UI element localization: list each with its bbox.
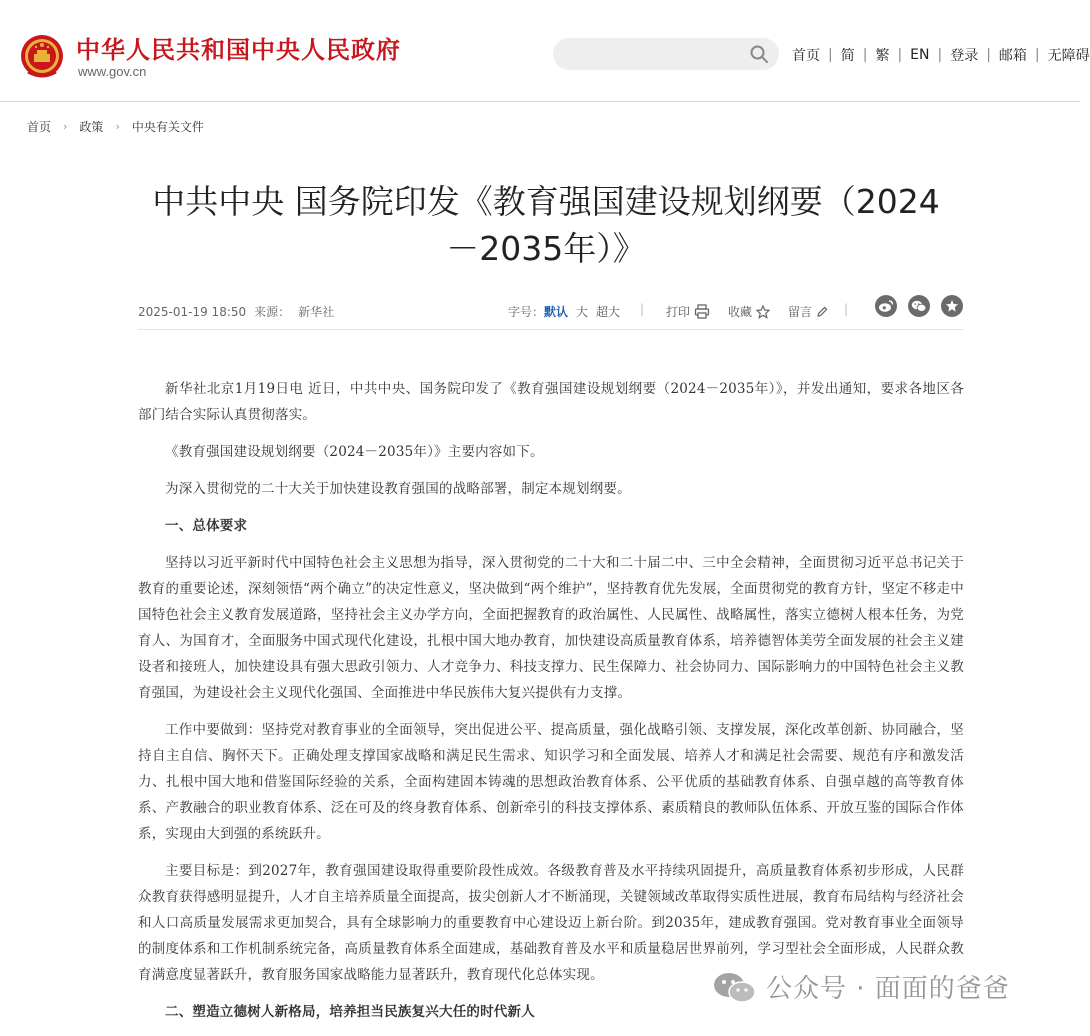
article-paragraph: 坚持以习近平新时代中国特色社会主义思想为指导，深入贯彻党的二十大和二十届二中、三中全会精神，全面贯彻习近平总书记关于教育的重要论述，深刻领悟“两个确立”的决定性意义，坚决做到“两个维护”，坚持教育优先发展，全面贯彻党的教育方针，坚定不移走中国特色社会主义教育发展道路，坚持社会主义办学方向，全面把握教育的政治属性、人民属性、战略属性，落实立德树人根本任务，为党育人、为国育才，全面服务中国式现代化建设，扎根中国大地办教育，加快建设高质量教育体系，培养德智体美劳全面发展的社会主义建设者和接班人，加快建设具有强大思政引领力、人才竞争力、科技支撑力、民生保障力、社会协同力、国际影响力的中国特色社会主义教育强国，为建设社会主义现代化强国、全面推进中华民族伟大复兴提供有力支撑。 xyxy=(138,555,964,701)
publish-info xyxy=(138,303,342,320)
article-paragraph: 《教育强国建设规划纲要（2024－2035年）》主要内容如下。 xyxy=(165,444,544,460)
share-buttons xyxy=(875,295,974,317)
breadcrumb-home[interactable]: 首页 xyxy=(27,120,52,134)
article-paragraph: 工作中要做到：坚持党对教育事业的全面领导，突出促进公平、提高质量，强化战略引领、支撑发展，深化改革创新、协同融合，坚持自主自信、胸怀天下。正确处理支撑国家战略和满足民生需求、知识学习和全面发展、培养人才和满足社会需要、规范有序和激发活力、扎根中国大地和借鉴国际经验的关系，全面构建固本铸魂的思想政治教育体系、公平优质的基础教育体系、自强卓越的高等教育体系、产教融合的职业教育体系、泛在可及的终身教育体系、创新牵引的科技支撑体系、素质精良的教师队伍体系、开放互鉴的国际合作体系，实现由大到强的系统跃升。 xyxy=(138,722,964,842)
site-url: www.gov.cn xyxy=(78,64,147,79)
article-body xyxy=(138,376,964,1036)
nav-separator: | xyxy=(897,47,903,63)
meta-divider: | xyxy=(844,302,849,316)
print-label: 打印 xyxy=(666,305,691,319)
font-size-switcher xyxy=(508,303,620,320)
section-heading: 一、总体要求 xyxy=(165,518,248,534)
favorite-label: 收藏 xyxy=(728,305,753,319)
comment-label: 留言 xyxy=(788,305,813,319)
printer-icon xyxy=(694,304,710,319)
print-button[interactable] xyxy=(666,303,710,320)
search-box xyxy=(553,38,779,70)
font-size-label: 字号： xyxy=(508,305,545,319)
nav-separator: | xyxy=(1034,47,1040,63)
source-label: 来源： xyxy=(254,305,291,319)
source-name: 新华社 xyxy=(298,305,335,319)
nav-simplified[interactable]: 简 xyxy=(840,48,855,64)
nav-home[interactable]: 首页 xyxy=(792,48,820,64)
nav-mail[interactable]: 邮箱 xyxy=(998,48,1027,64)
article-paragraph: 为深入贯彻党的二十大关于加快建设教育强国的战略部署，制定本规划纲要。 xyxy=(165,481,631,497)
site-header xyxy=(0,0,1090,102)
comment-button[interactable] xyxy=(788,303,828,320)
article-title: 中共中央 国务院印发《教育强国建设规划纲要（2024－2035年）》 xyxy=(152,182,940,268)
breadcrumb-policy[interactable]: 政策 xyxy=(79,120,104,134)
publish-date: 2025-01-19 18:50 xyxy=(138,305,247,319)
chevron-right-icon: › xyxy=(115,120,120,133)
nav-accessibility[interactable]: 无障碍 xyxy=(1047,48,1090,64)
font-size-large[interactable]: 大 xyxy=(576,305,589,319)
breadcrumb-central-documents[interactable]: 中央有关文件 xyxy=(131,120,204,134)
nav-traditional[interactable]: 繁 xyxy=(875,48,890,64)
article-meta xyxy=(138,298,964,330)
nav-separator: | xyxy=(828,47,833,63)
search-input[interactable] xyxy=(567,44,737,64)
watermark-text: 公众号 · 面面的爸爸 xyxy=(766,974,1010,1004)
star-icon xyxy=(756,305,770,319)
nav-login[interactable]: 登录 xyxy=(950,48,979,64)
wechat-icon[interactable] xyxy=(908,295,930,317)
font-size-extra-large[interactable]: 超大 xyxy=(596,305,621,319)
article-tools xyxy=(666,302,849,320)
chevron-right-icon: › xyxy=(63,120,68,133)
national-emblem-icon[interactable] xyxy=(20,34,64,80)
section-heading: 二、塑造立德树人新格局，培养担当民族复兴大任的时代新人 xyxy=(165,1004,535,1020)
article-paragraph: 主要目标是：到2027年，教育强国建设取得重要阶段性成效。各级教育普及水平持续巩固提升，高质量教育体系初步形成，人民群众教育获得感明显提升，人才自主培养质量全面提高，拔尖创新人才不断涌现，关键领域改革取得实质性进展，教育布局结构与经济社会和人口高质量发展需求更加契合，具有全球影响力的重要教育中心建设迈上新台阶。到2035年，建成教育强国。党对教育事业全面领导的制度体系和工作机制系统完备，高质量教育体系全面建成，基础教育普及水平和质量稳居世界前列，学习型社会全面形成，人民群众教育满意度显著跃升，教育服务国家战略能力显著跃升，教育现代化总体实现。 xyxy=(138,863,964,983)
breadcrumb xyxy=(27,118,204,135)
favorite-button[interactable] xyxy=(728,303,770,320)
qzone-icon[interactable] xyxy=(941,295,963,317)
nav-separator: | xyxy=(937,47,943,63)
pencil-icon xyxy=(816,306,828,318)
wechat-icon xyxy=(712,971,758,1003)
meta-divider: | xyxy=(640,302,645,316)
article-paragraph: 新华社北京1月19日电 近日，中共中央、国务院印发了《教育强国建设规划纲要（2024－2035年）》，并发出通知，要求各地区各部门结合实际认真贯彻落实。 xyxy=(138,381,964,423)
nav-separator: | xyxy=(862,47,868,63)
search-icon[interactable] xyxy=(749,44,769,64)
nav-english[interactable]: EN xyxy=(910,47,930,63)
nav-separator: | xyxy=(986,47,991,63)
site-name[interactable]: 中华人民共和国中央人民政府 xyxy=(76,35,401,64)
font-size-default[interactable]: 默认 xyxy=(544,305,569,319)
watermark xyxy=(712,968,1010,1005)
weibo-icon[interactable] xyxy=(875,295,897,317)
top-nav xyxy=(792,45,1090,65)
